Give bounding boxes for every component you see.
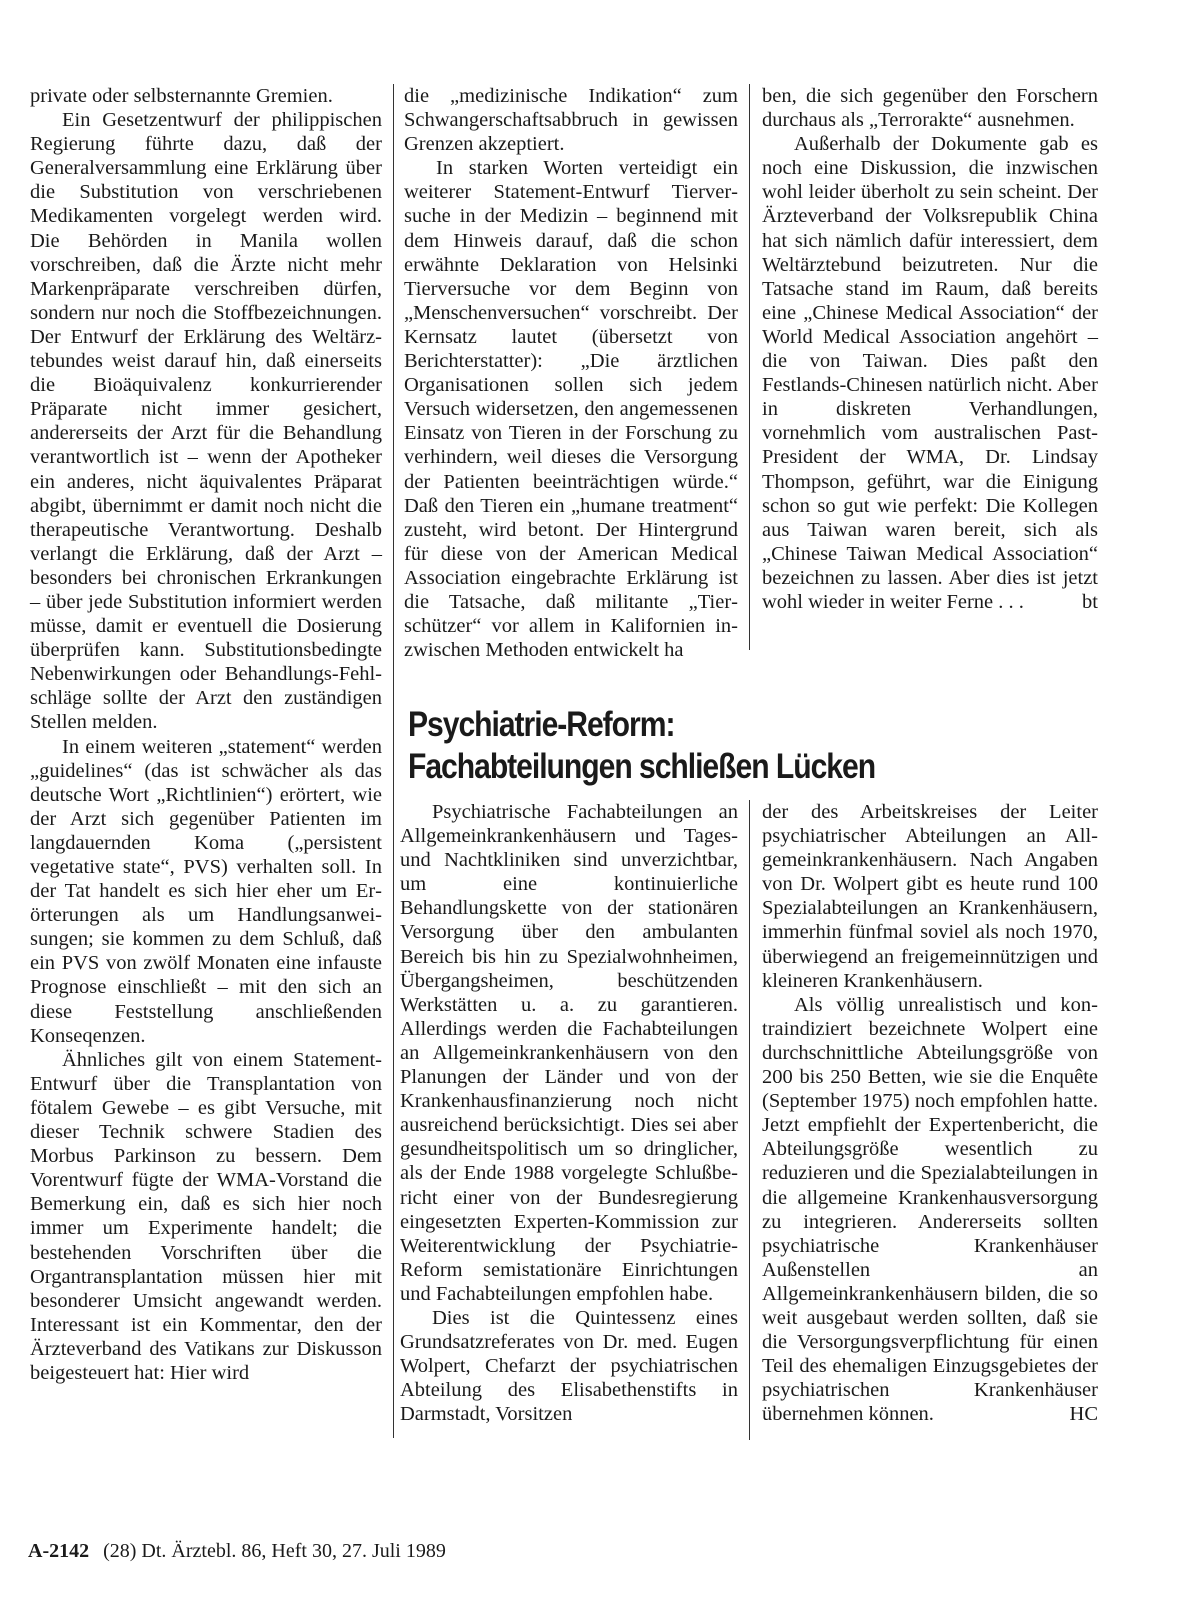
paragraph: Ähnliches gilt von einem Statement-Entwurf über die Transplantation von fötalem Gewebe – es gibt Versuche, mit dieser Technik schwere Stadien des Morbus Parkinson zu bessern. Dem Vorentwurf fügte der WMA-Vorstand die Bemerkung ein, daß es sich hier noch immer um Experimente handelt; die bestehenden Vorschriften über die Organtransplantation müssen hier mit besonderer Umsicht angewandt werden. Interessant ist ein Kommentar, den der Ärzteverband des Vatikans zur Diskusson beigesteuert hat: Hier wird [30, 1048, 382, 1384]
paragraph: der des Arbeitskreises der Leiter psychiatrischer Abteilungen an Allgemeinkrankenhäusern. Nach Angaben von Dr. Wolpert gibt es heute rund 100 Spezialabteilungen an Krankenhäusern, immerhin fünfmal soviel als noch 1970, überwiegend an freigemeinnützigen und kleineren Krankenhäusern. [762, 801, 1098, 992]
paragraph: In einem weiteren „statement“ werden „guidelines“ (das ist schwächer als das deutsche Wort „Richtlinien“) erörtert, wie der Arzt sich gegenüber Patienten im langdauernden Koma („persistent vegetative state“, PVS) verhalten soll. In der Tat handelt es sich hier eher um Erörterungen als um Handlungsanweisungen; sie kommen zu dem Schluß, daß ein PVS von zwölf Monaten eine infauste Prognose einschließt – mit den sich an diese Feststellung anschließenden Konseqenzen. [30, 735, 382, 1047]
paragraph: Ein Gesetzentwurf der philippischen Regierung führte dazu, daß der Generalversammlung eine Erklärung über die Substitution von verschriebenen Medikamenten vorgelegt werden wird. Die Behörden in Manila wollen vorschreiben, daß die Ärzte nicht mehr Markenpräparate verschreiben dürfen, sondern nur noch die Stoffbezeichnungen. Der Entwurf der Erklärung des Weltärztebundes weist darauf hin, daß einerseits die Bioäquivalenz konkurrierender Präparate nicht immer gesichert, andererseits der Arzt für die Behandlung verantwortlich ist – wenn der Apotheker ein anderes, nicht äquivalentes Präparat abgibt, übernimmt er damit noch nicht die therapeutische Verantwortung. Deshalb verlangt die Erklärung, daß der Arzt – besonders bei chronischen Erkrankungen – über jede Substitution informiert werden müsse, damit er eventuell die Dosierung überprüfen kann. Substitutionsbedingte Nebenwirkungen oder Behandlungs-Fehlschläge sollte der Arzt den zuständigen Stellen melden. [30, 109, 382, 734]
paragraph [762, 132, 1098, 614]
article2-column-1 [400, 800, 738, 1426]
column-divider [393, 84, 394, 1438]
paragraph: ben, die sich gegenüber den Forschern durchaus als „Terrorakte“ ausnehmen. [762, 85, 1098, 132]
paragraph: Psychiatrische Fachabteilungen an Allgemeinkrankenhäusern und Tages- und Nachtkliniken sind unverzichtbar, um eine kontinuierliche Behandlungskette von der stationären Versorgung über den ambulanten Bereich bis hin zu Spezialwohnheimen, Übergangsheimen, beschützenden Werkstätten u. a. zu garantieren. Allerdings werden die Fachabteilungen an Allgemeinkrankenhäusern von den Planungen der Länder und von der Krankenhausfinanzierung noch nicht ausreichend berücksichtigt. Dies sei aber gesundheitspolitisch um so dringlicher, als der Ende 1988 vorgelegte Schlußbericht einer von der Bundesregierung eingesetzten Experten-Kommission zur Weiterentwicklung der Psychiatrie-Reform semistationäre Einrichtungen und Fachabteilungen empfohlen habe. [400, 801, 738, 1305]
page-number: A-2142 [28, 1540, 90, 1562]
article1-column-1 [30, 84, 382, 1385]
page-footer [28, 1540, 446, 1563]
author-signature: bt [1082, 590, 1098, 613]
column-divider [749, 800, 750, 1440]
paragraph: die „medizinische Indikation“ zum Schwangerschaftsabbruch in gewissen Grenzen akzeptiert. [404, 85, 738, 156]
paragraph-text: Außerhalb der Dokumente gab es noch eine Diskussion, die inzwischen wohl leider überholt zu sein scheint. Der Ärzteverband der Volksrepublik China hat sich nämlich dafür interessiert, dem Weltärztebund beizutreten. Nur die Tatsache stand im Raum, daß bereits eine „Chinese Medical Association“ der World Medical Association angehört – die von Taiwan. Dies paßt den Festlands-Chinesen natürlich nicht. Aber in diskreten Verhandlungen, vornehmlich vom australischen Past-President der WMA, Dr. Lindsay Thompson, geführt, war die Einigung schon so gut wie perfekt: Die Kollegen aus Taiwan waren bereit, sich als „Chinese Taiwan Medical Association“ bezeichnen zu lassen. Aber dies ist jetzt wohl wieder in weiter Ferne . . . [762, 133, 1098, 613]
headline-line-1: Psychiatrie-Reform: [408, 705, 675, 744]
headline-line-2: Fachabteilungen schließen Lücken [408, 747, 876, 786]
article1-column-2 [404, 84, 738, 662]
paragraph: Dies ist die Quintessenz eines Grundsatzreferates von Dr. med. Eugen Wolpert, Chefarzt der psychiatrischen Abteilung des Elisabethenstifts in Darmstadt, Vorsitzen [400, 1306, 738, 1426]
journal-citation: (28) Dt. Ärztebl. 86, Heft 30, 27. Juli 1989 [103, 1540, 446, 1562]
paragraph [762, 993, 1098, 1427]
column-divider [749, 84, 750, 650]
article1-column-3 [762, 84, 1098, 614]
article2-column-2 [762, 800, 1098, 1426]
article-headline [408, 704, 1027, 788]
paragraph: In starken Worten verteidigt ein weiterer Statement-Entwurf Tierversuche in der Medizin – beginnend mit dem Hinweis darauf, daß die schon erwähnte Deklaration von Helsinki Tierversuche vor dem Beginn von „Menschenversuchen“ vorschreibt. Der Kernsatz lautet (übersetzt von Berichterstatter): „Die ärztlichen Organisationen sollen sich jedem Versuch widersetzen, den angemessenen Einsatz von Tieren in der Forschung zu verhindern, weil dieses die Versorgung der Patienten beeinträchtigen würde.“ Daß den Tieren ein „humane treatment“ zusteht, wird betont. Der Hintergrund für diese von der American Medical Association eingebrachte Erklärung ist die Tatsache, daß militante „Tierschützer“ vor allem in Kalifornien inzwischen Methoden entwickelt ha [404, 157, 738, 662]
author-signature: HC [1069, 1403, 1098, 1426]
paragraph-text: Als völlig unrealistisch und kontraindiziert bezeichnete Wolpert eine durchschnittliche Abteilungsgröße von 200 bis 250 Betten, wie sie die Enquête (September 1975) noch empfohlen hatte. Jetzt empfiehlt der Expertenbericht, die Abteilungsgröße wesentlich zu reduzieren und die Spezialabteilungen in die allgemeine Krankenhausversorgung zu integrieren. Andererseits sollten psychiatrische Krankenhäuser Außenstellen an Allgemeinkrankenhäusern bilden, die so weit ausgebaut werden sollten, daß sie die Versorgungsverpflichtung für einen Teil des ehemaligen Einzugsgebietes der psychiatrischen Krankenhäuser übernehmen können. [762, 993, 1098, 1426]
paragraph: private oder selbsternannte Gremien. [30, 85, 333, 107]
